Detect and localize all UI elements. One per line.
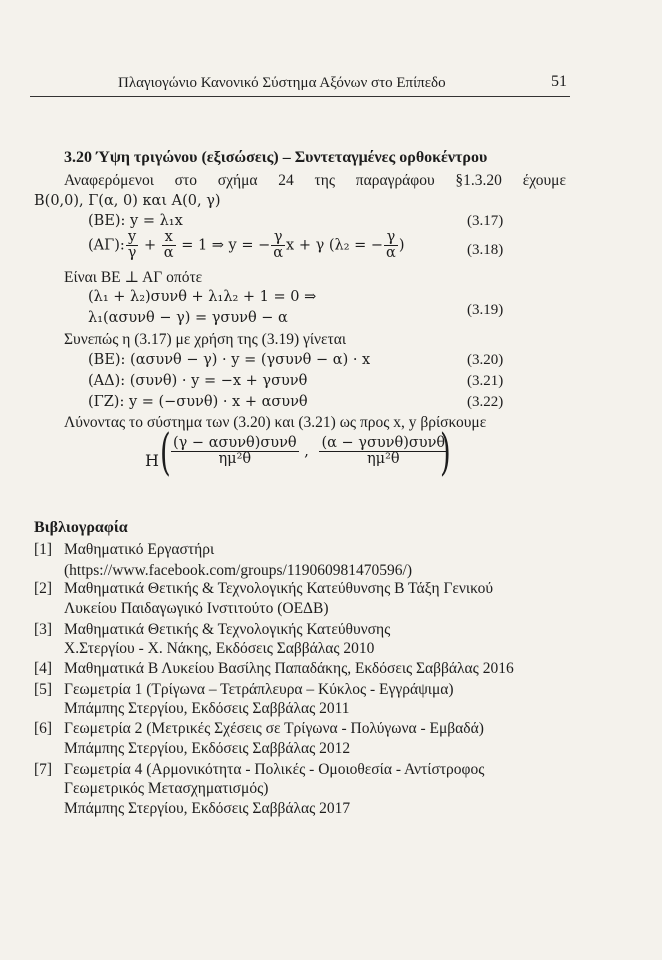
equation-3-20: (ΒΕ): (ασυνθ − γ) · y = (γσυνθ − α) · x (88, 352, 371, 368)
bib-number: [6] (34, 720, 53, 737)
intro-points: Β(0,0), Γ(α, 0) και Α(0, γ) (34, 193, 221, 209)
bib-line: Μπάμπης Στεργίου, Εκδόσεις Σαββάλας 2017 (64, 800, 351, 817)
equation-3-18: (ΑΓ): $\frac{y}{\gamma}$ + $\frac{x}{\alpha}$ = 1 ⇒ y = − $\frac{\gamma}{\alpha}$ x + γ (λ₂ = − $\frac{\gamma}{\alpha}$ ) (88, 229, 405, 262)
bib-line: Γεωμετρία 1 (Τρίγωνα – Τετράπλευρα – Κύκλος - Εγγράψιμα) (64, 681, 454, 698)
fraction-y-over-gamma: $\frac{y}{\gamma}$ (127, 229, 137, 262)
bib-line: Χ.Στεργίου - Χ. Νάκης, Εκδόσεις Σαββάλας 2010 (64, 640, 375, 657)
left-paren: ( (160, 423, 171, 481)
equation-3-17: (ΒΕ): y = λ₁x (88, 213, 183, 229)
bib-line: (https://www.facebook.com/groups/119060981470596/) (64, 562, 412, 579)
orthocenter-y: $\frac{\text{(α − γσυνθ)συνθ}}{\text{ημ²θ}}$ (321, 435, 446, 468)
right-paren: ) (440, 423, 451, 481)
eq-prefix: (ΑΓ): (88, 237, 125, 254)
header-rule (30, 96, 570, 97)
section-title: 3.20 Ύψη τριγώνου (εξισώσεις) – Συντεταγμένες ορθοκέντρου (64, 149, 488, 166)
solving-line: Λύνοντας το σύστημα των (3.20) και (3.21) ως προς x, y βρίσκουμε (64, 414, 487, 431)
intro-line: Αναφερόμενοι στο σχήμα 24 της παραγράφου §1.3.20 έχουμε (64, 172, 566, 189)
bib-line: Μπάμπης Στεργίου, Εκδόσεις Σαββάλας 2011 (64, 700, 350, 717)
equation-3-21: (ΑΔ): (συνθ) · y = −x + γσυνθ (88, 373, 308, 389)
equation-number-3-18: (3.18) (467, 242, 504, 258)
bib-line: Γεωμετρικός Μετασχηματισμός) (64, 780, 269, 797)
bib-number: [1] (34, 541, 53, 558)
fraction-lambda2: $\frac{\gamma}{\alpha}$ (386, 229, 396, 262)
equation-number-3-19: (3.19) (467, 302, 504, 318)
equation-3-19-b: λ₁(ασυνθ − γ) = γσυνθ − α (88, 310, 288, 326)
equation-number-3-21: (3.21) (467, 373, 504, 389)
bib-line: Λυκείου Παιδαγωγικό Ινστιτούτο (ΟΕΔΒ) (64, 600, 329, 617)
bib-line: Μαθηματικά Β Λυκείου Βασίλης Παπαδάκης, Εκδόσεις Σαββάλας 2016 (64, 660, 514, 677)
orthocenter-x: $\frac{\text{(γ − ασυνθ)συνθ}}{\text{ημ²θ}}$ (173, 435, 297, 468)
fraction-gamma-over-alpha: $\frac{\gamma}{\alpha}$ (273, 229, 284, 262)
fraction-x-over-alpha: $\frac{x}{\alpha}$ (163, 229, 174, 262)
consequently-line: Συνεπώς η (3.17) με χρήση της (3.19) γίνεται (64, 331, 347, 348)
perpendicular-statement: Είναι ΒΕ ⊥ ΑΓ οπότε (64, 269, 203, 286)
bibliography-title: Βιβλιογραφία (34, 519, 128, 536)
equation-number-3-20: (3.20) (467, 352, 504, 368)
orthocenter-label: Η (145, 451, 159, 470)
running-header: Πλαγιογώνιο Κανονικό Σύστημα Αξόνων στο Επίπεδο (118, 75, 446, 91)
equation-3-19-a: (λ₁ + λ₂)συνθ + λ₁λ₂ + 1 = 0 ⇒ (88, 289, 317, 305)
orthocenter-coordinates: $\frac{\text{(γ − ασυνθ)συνθ}}{\text{ημ²θ}}$ , $\frac{\text{(α − γσυνθ)συνθ}}{\text{ημ²θ}}$ (173, 435, 446, 468)
bib-number: [7] (34, 761, 53, 778)
bib-line: Μαθηματικό Εργαστήρι (64, 541, 215, 558)
equation-number-3-22: (3.22) (467, 394, 504, 410)
bib-number: [4] (34, 660, 53, 677)
bib-line: Μαθηματικά Θετικής & Τεχνολογικής Κατεύθυνσης (64, 621, 391, 638)
bib-line: Μπάμπης Στεργίου, Εκδόσεις Σαββάλας 2012 (64, 740, 351, 757)
page-number: 51 (551, 73, 567, 90)
bib-number: [2] (34, 580, 53, 597)
bib-line: Γεωμετρία 4 (Αρμονικότητα - Πολικές - Ομοιοθεσία - Αντίστροφος (64, 761, 485, 778)
bib-number: [5] (34, 681, 53, 698)
equation-3-22: (ΓΖ): y = (−συνθ) · x + ασυνθ (88, 394, 308, 410)
equation-number-3-17: (3.17) (467, 213, 504, 229)
bib-line: Μαθηματικά Θετικής & Τεχνολογικής Κατεύθυνσης Β Τάξη Γενικού (64, 580, 493, 597)
bib-number: [3] (34, 621, 53, 638)
bib-line: Γεωμετρία 2 (Μετρικές Σχέσεις σε Τρίγωνα - Πολύγωνα - Εμβαδά) (64, 720, 484, 737)
